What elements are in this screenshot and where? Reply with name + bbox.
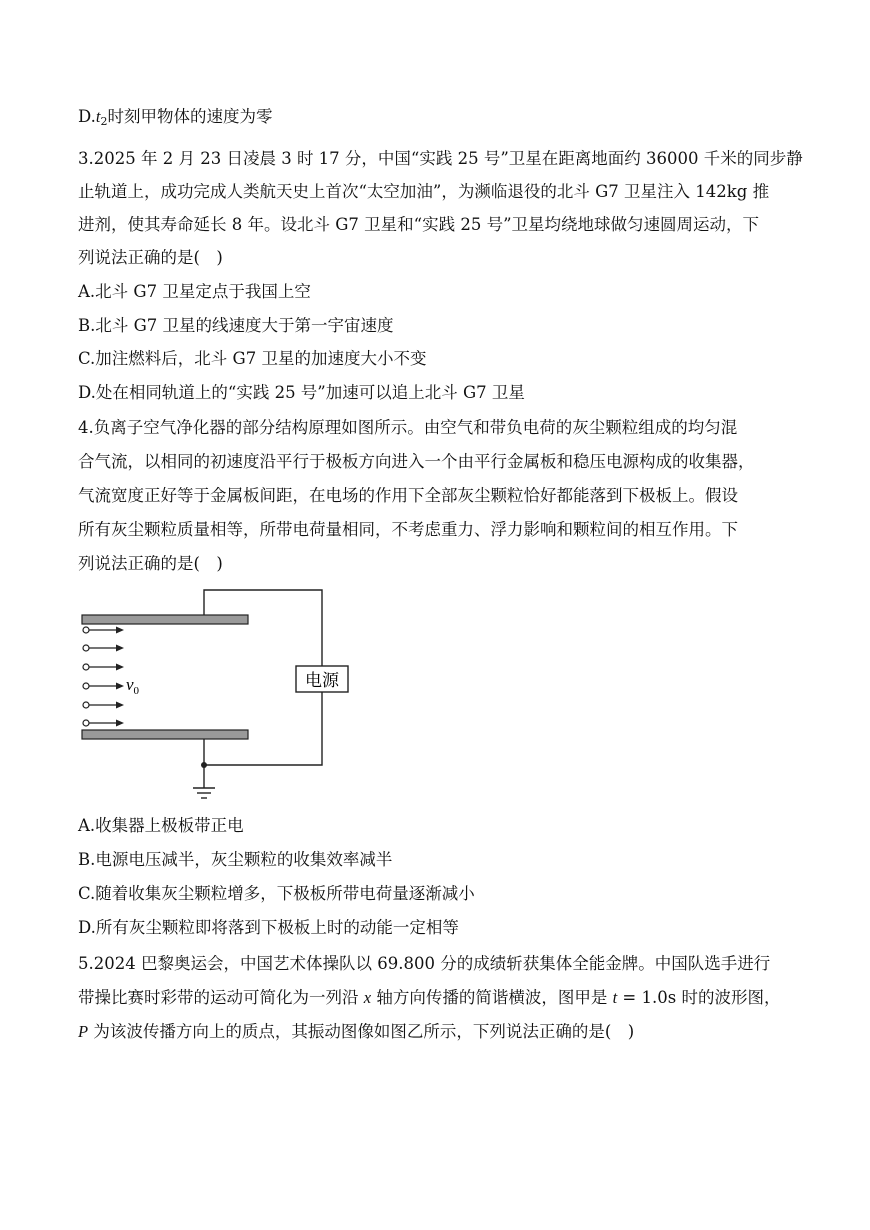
q2-option-d-prefix: D.: [78, 107, 96, 126]
q3-stem-line: 进剂，使其寿命延长 8 年。设北斗 G7 卫星和“实践 25 号”卫星均绕地球做匀速圆周运动，下: [78, 215, 760, 234]
q4-stem-line: 列说法正确的是( ): [78, 554, 223, 573]
velocity-subscript: 0: [133, 685, 140, 697]
power-source-label: 电源: [305, 671, 339, 691]
lower-wire: [204, 692, 322, 765]
q4-stem-line: 合气流，以相同的初速度沿平行于极板方向进入一个由平行金属板和稳压电源构成的收集器，: [78, 452, 755, 471]
particle-arrow: [83, 627, 124, 634]
collector-diagram: [76, 580, 356, 810]
q4-option-c: C.随着收集灰尘颗粒增多，下极板所带电荷量逐渐减小: [78, 884, 475, 903]
particle-arrow: [83, 683, 124, 690]
velocity-variable: v: [126, 675, 134, 694]
upper-wire: [204, 590, 322, 666]
q3-stem-line: 3.2025 年 2 月 23 日凌晨 3 时 17 分，中国“实践 25 号”卫星在距离地面约 36000 千米的同步静: [78, 149, 803, 168]
q5-stem-line: [78, 987, 798, 1009]
q5-variable-x: x: [363, 988, 372, 1007]
lower-plate: [82, 730, 248, 739]
q4-stem-line: 4.负离子空气净化器的部分结构原理如图所示。由空气和带负电荷的灰尘颗粒组成的均匀混: [78, 418, 738, 437]
upper-plate: [82, 615, 248, 624]
q2-option-d-subscript: 2: [100, 115, 108, 128]
q2-option-d-text: 时刻甲物体的速度为零: [107, 107, 273, 126]
q4-option-d: D.所有灰尘颗粒即将落到下极板上时的动能一定相等: [78, 918, 459, 937]
q3-stem-line: 列说法正确的是( ): [78, 248, 223, 267]
q4-option-a: A.收集器上极板带正电: [78, 816, 244, 835]
particle-arrow: [83, 664, 124, 671]
q5-variable-p: P: [78, 1022, 89, 1041]
q3-option-b: B.北斗 G7 卫星的线速度大于第一宇宙速度: [78, 316, 394, 335]
particle-arrow: [83, 645, 124, 652]
q5-stem-line: 5.2024 巴黎奥运会，中国艺术体操队以 69.800 分的成绩斩获集体全能金牌。中国队选手进行: [78, 954, 771, 973]
q3-option-d: D.处在相同轨道上的“实践 25 号”加速可以追上北斗 G7 卫星: [78, 383, 525, 402]
q5-text: 带操比赛时彩带的运动可简化为一列沿: [78, 988, 364, 1007]
particle-arrow: [83, 720, 124, 727]
particle-arrow: [83, 702, 124, 709]
q3-option-a: A.北斗 G7 卫星定点于我国上空: [78, 282, 311, 301]
q4-stem-line: 所有灰尘颗粒质量相等，所带电荷量相同，不考虑重力、浮力影响和颗粒间的相互作用。下: [78, 520, 738, 539]
q4-stem-line: 气流宽度正好等于金属板间距，在电场的作用下全部灰尘颗粒恰好都能落到下极板上。假设: [78, 486, 738, 505]
q5-variable-t: t: [612, 988, 618, 1007]
q5-text: = 1.0s 时的波形图，: [617, 988, 781, 1007]
velocity-label: [126, 675, 140, 697]
q3-option-c: C.加注燃料后，北斗 G7 卫星的加速度大小不变: [78, 349, 427, 368]
particle-arrows: [83, 627, 124, 727]
q5-text: 为该波传播方向上的质点，其振动图像如图乙所示，下列说法正确的是( ): [88, 1022, 635, 1041]
q2-option-d: [78, 106, 798, 133]
q5-stem-line: [78, 1021, 798, 1043]
q4-option-b: B.电源电压减半，灰尘颗粒的收集效率减半: [78, 850, 393, 869]
q2-option-d-variable: t: [95, 107, 101, 126]
q5-text: 轴方向传播的简谐横波，图甲是: [371, 988, 613, 1007]
q3-stem-line: 止轨道上，成功完成人类航天史上首次“太空加油”，为濒临退役的北斗 G7 卫星注入 142kg 推: [78, 182, 770, 201]
